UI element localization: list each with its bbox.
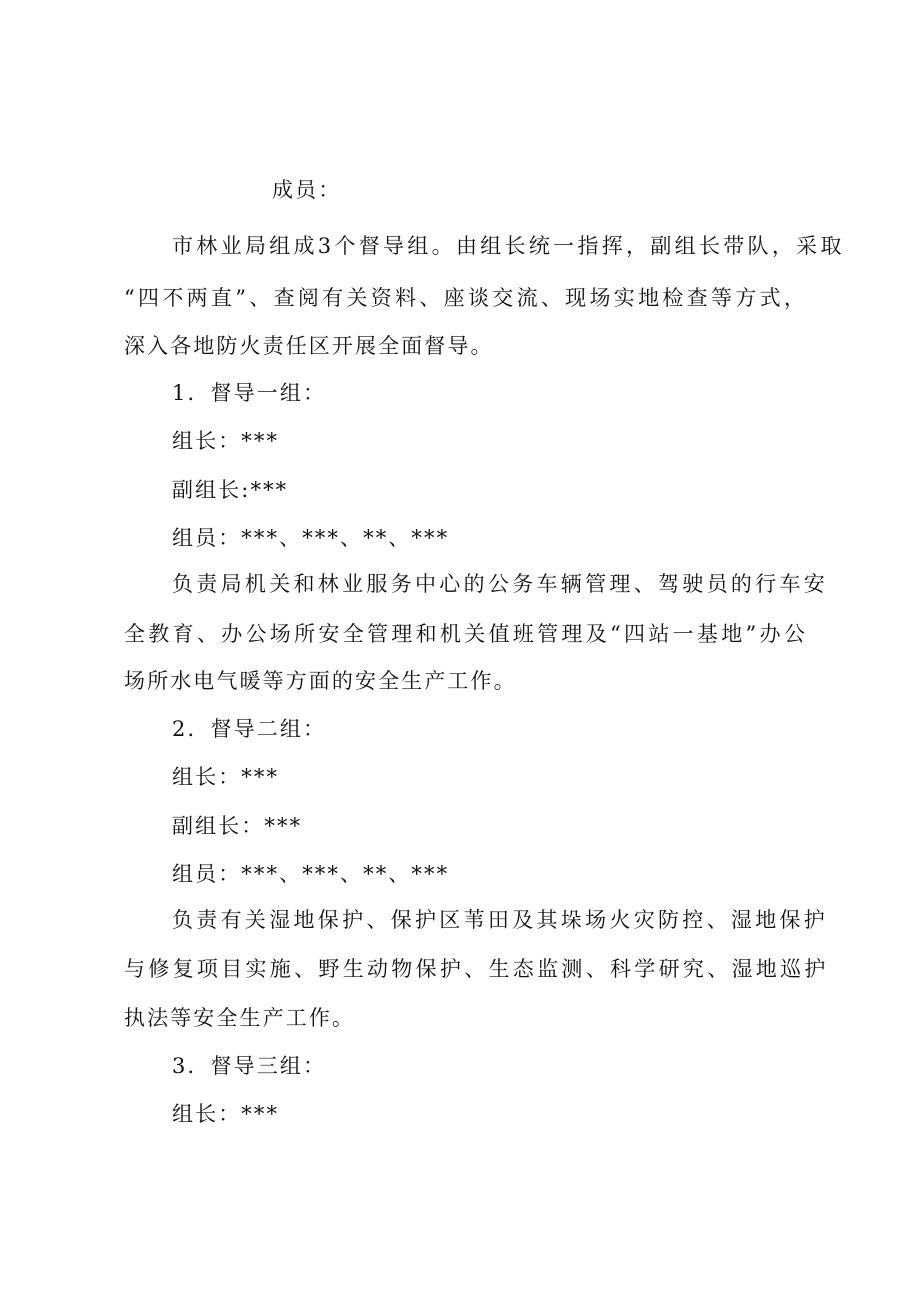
group1-leader: 组长：*** [172,429,280,453]
group3-leader: 组长：*** [172,1102,280,1126]
members-heading: 成员： [272,178,342,202]
group2-members: 组员：***、***、**、*** [172,862,450,886]
group1-duty-line-2: 全教育、办公场所安全管理和机关值班管理及“四站一基地”办公 [124,622,809,646]
group1-members: 组员：***、***、**、*** [172,526,450,550]
group2-duty-line-1: 负责有关湿地保护、保护区苇田及其垛场火灾防控、湿地保护 [172,908,829,932]
group2-leader: 组长：*** [172,765,280,789]
intro-line-3: 深入各地防火责任区开展全面督导。 [124,334,494,358]
group2-deputy: 副组长：*** [172,814,303,838]
group2-title: 2．督导二组： [172,717,327,741]
intro-line-1: 市林业局组成3个督导组。由组长统一指挥，副组长带队，采取 [172,234,845,258]
group2-duty-line-3: 执法等安全生产工作。 [124,1006,355,1030]
group1-title: 1．督导一组： [172,381,327,405]
group1-duty-line-1: 负责局机关和林业服务中心的公务车辆管理、驾驶员的行车安 [172,572,829,596]
group3-title: 3．督导三组： [172,1054,327,1078]
group1-duty-line-3: 场所水电气暖等方面的安全生产工作。 [124,669,517,693]
group2-duty-line-2: 与修复项目实施、野生动物保护、生态监测、科学研究、湿地巡护 [124,957,829,981]
intro-line-2: “四不两直”、查阅有关资料、座谈交流、现场实地检查等方式， [124,286,809,310]
group1-deputy: 副组长:*** [172,478,289,502]
